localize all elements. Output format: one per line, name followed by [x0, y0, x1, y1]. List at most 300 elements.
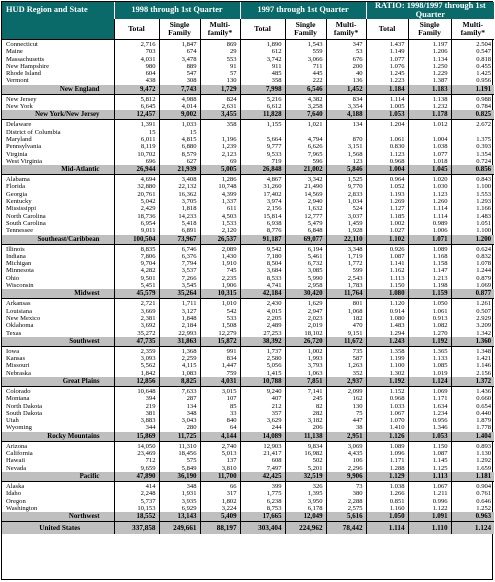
state-value: 596 [312, 157, 323, 165]
state-value: 8,504 [266, 260, 282, 268]
state-value: 2,958 [307, 282, 323, 290]
state-value: 8,835 [140, 245, 156, 253]
state-rows [2, 441, 494, 472]
state-value: 612 [271, 48, 282, 56]
state-value: 2,489 [266, 322, 282, 330]
total-value: 337,858 [114, 522, 159, 535]
state-value: 1,034 [347, 198, 363, 206]
state-value: 1.483 [389, 322, 405, 330]
subtotal-value: 10,788 [240, 377, 285, 387]
state-value: 4,382 [307, 95, 323, 103]
state-value: 21,417 [263, 450, 282, 458]
subtotal-value: 13,143 [159, 512, 200, 522]
state-value: 16,362 [178, 190, 197, 198]
state-value: 9,659 [140, 464, 156, 472]
state-value: 2,740 [221, 442, 237, 450]
state-value: 1.302 [389, 369, 405, 377]
state-value: 1,931 [181, 490, 197, 498]
state-value: 3.209 [476, 322, 492, 330]
state-value: 0.660 [476, 395, 492, 403]
state-value: 3,085 [307, 267, 323, 275]
state-value: 3,974 [266, 198, 282, 206]
state-value: 1.358 [389, 347, 405, 355]
state-value: 0.393 [476, 143, 492, 151]
state-values [159, 244, 200, 289]
state-value: 10,748 [218, 183, 237, 191]
state-value: 2,721 [140, 300, 156, 308]
state-value: 2,940 [307, 198, 323, 206]
state-values [408, 441, 451, 472]
subtotal-value: 1.126 [366, 432, 408, 442]
state-value: 0.968 [389, 157, 405, 165]
state-value: 1.252 [476, 504, 492, 512]
state-value: 1.052 [389, 183, 405, 191]
state-values [366, 175, 408, 235]
subtotal-value: 11,764 [326, 289, 366, 299]
state-value: 326 [312, 482, 323, 490]
state-value: 308 [186, 77, 197, 85]
state-value: 1.006 [432, 227, 448, 235]
state-value: 4,741 [266, 282, 282, 290]
state-value: 0.832 [476, 252, 492, 260]
region-name: Mid-Atlantic [2, 165, 114, 175]
state-value: 0.879 [476, 274, 492, 282]
state-value: 1.634 [432, 402, 448, 410]
state-value: 2.672 [476, 121, 492, 129]
state-value: 0.913 [432, 314, 448, 322]
state-value: 12,279 [218, 329, 237, 337]
state-value: 9,151 [347, 329, 363, 337]
state-value: 1.410 [389, 424, 405, 432]
state-value: 676 [352, 55, 363, 63]
state-value: 712 [145, 457, 156, 465]
state-values [326, 244, 366, 289]
state-value: 1.261 [476, 300, 492, 308]
state-values [408, 94, 451, 110]
state-value: 1.120 [389, 300, 405, 308]
state-value: 3,669 [140, 307, 156, 315]
subtotal-value: 2,937 [326, 377, 366, 387]
state-value [327, 129, 363, 136]
state-rows [2, 120, 494, 165]
subtotal-value: 11,828 [240, 110, 285, 120]
state-value: 1,447 [221, 362, 237, 370]
state-value: 4,014 [181, 103, 197, 111]
state-value: 1.244 [476, 267, 492, 275]
state-values [200, 299, 240, 337]
state-value: 14,233 [178, 212, 197, 220]
subtotal-value: 1.053 [408, 432, 451, 442]
state-value: 1,525 [347, 176, 363, 184]
subtotal-value: 1.404 [451, 432, 494, 442]
state-value: 9,770 [347, 183, 363, 191]
state-value: 130 [352, 402, 363, 410]
state-value: 1.114 [432, 205, 448, 213]
state-value: 317 [226, 490, 237, 498]
state-name: Hawaii [6, 457, 26, 465]
state-value: 3,258 [307, 103, 323, 111]
state-value: 0.914 [389, 307, 405, 315]
state-value: 282 [312, 409, 323, 417]
state-name: California [6, 450, 33, 458]
state-name: New Jersey [6, 95, 37, 103]
state-value: 1,842 [140, 369, 156, 377]
state-value: 16,982 [304, 450, 323, 458]
subtotal-value: 11,700 [200, 472, 240, 482]
state-value: 1.114 [389, 95, 405, 103]
state-value: 0.547 [476, 48, 492, 56]
state-values [408, 40, 451, 85]
state-values [366, 386, 408, 431]
state-values [159, 40, 200, 85]
state-value: 4,282 [140, 267, 156, 275]
permits-table [2, 2, 494, 534]
state-value: 1.077 [389, 55, 405, 63]
state-value: 7,633 [181, 387, 197, 395]
state-name: Maryland [6, 135, 32, 143]
subtotal-value: 8,825 [159, 377, 200, 387]
region-name: Pacific [2, 472, 114, 482]
state-value: 1,459 [347, 219, 363, 227]
subtotal-value: 35,264 [159, 289, 200, 299]
region-subtotal-row [2, 85, 494, 95]
region-subtotal-row [2, 512, 494, 522]
total-value: 249,661 [159, 522, 200, 535]
subtotal-value: 9,472 [114, 85, 159, 95]
subtotal-value: 1.080 [366, 289, 408, 299]
state-values [114, 386, 159, 431]
state-name: Missouri [6, 362, 30, 370]
state-value: 1.294 [389, 329, 405, 337]
subtotal-value: 47,890 [114, 472, 159, 482]
state-value: 3,705 [181, 198, 197, 206]
state-value: 0.761 [476, 490, 492, 498]
state-value: 0.646 [476, 497, 492, 505]
state-name: Alabama [6, 176, 30, 184]
col-header: Single Family [159, 19, 200, 40]
state-value: 1.100 [476, 227, 492, 235]
state-value: 2,156 [266, 205, 282, 213]
total-value: 1.124 [451, 522, 494, 535]
state-value: 1.096 [389, 450, 405, 458]
state-values [240, 346, 285, 377]
state-value: 2,833 [347, 190, 363, 198]
state-value: 1.030 [432, 183, 448, 191]
region-subtotal-row [2, 289, 494, 299]
state-name: Ohio [6, 274, 20, 282]
state-value: 1.082 [432, 322, 448, 330]
state-value: 6,891 [181, 227, 197, 235]
state-values [240, 299, 285, 337]
state-value: 0.843 [476, 176, 492, 184]
total-value: 78,442 [326, 522, 366, 535]
subtotal-value: 26,720 [285, 337, 326, 347]
state-values [159, 94, 200, 110]
state-value: 2.504 [476, 41, 492, 48]
region-name: New York/New Jersey [2, 110, 114, 120]
state-values [366, 120, 408, 165]
state-value: 1.659 [476, 464, 492, 472]
state-value: 38 [355, 424, 363, 432]
state-value: 414 [145, 482, 156, 490]
state-name: Massachusetts [6, 55, 45, 63]
header-row-groups [2, 2, 494, 19]
state-name: South Dakota [6, 409, 43, 417]
state-values [200, 481, 240, 512]
state-value: 1,155 [266, 121, 282, 129]
state-value: 1,632 [307, 205, 323, 213]
state-value: 9,533 [266, 150, 282, 158]
subtotal-value: 7,998 [240, 85, 285, 95]
state-value: 29 [229, 48, 237, 56]
state-value: 12,903 [263, 442, 282, 450]
state-value: 1.346 [432, 424, 448, 432]
state-value: 991 [226, 347, 237, 355]
state-values [114, 94, 159, 110]
region-name: Rocky Mountains [2, 432, 114, 442]
state-value: 1,890 [266, 41, 282, 48]
state-value: 18,102 [304, 329, 323, 337]
state-value: 22,132 [178, 183, 197, 191]
state-value: 599 [352, 267, 363, 275]
state-value: 485 [271, 70, 282, 78]
state-value [367, 129, 405, 136]
state-values [114, 441, 159, 472]
subtotal-value: 11,725 [159, 432, 200, 442]
state-value: 64 [229, 424, 237, 432]
state-value: 1,337 [221, 198, 237, 206]
state-value: 1.483 [476, 212, 492, 220]
state-value: 1.100 [476, 183, 492, 191]
subtotal-value: 1.183 [408, 85, 451, 95]
state-value: 22,993 [178, 329, 197, 337]
region-name: Southwest [2, 337, 114, 347]
state-value: 352 [352, 369, 363, 377]
state-name: Iowa [6, 347, 20, 355]
subtotal-value: 36,190 [159, 472, 200, 482]
state-value: 0.724 [476, 157, 492, 165]
state-values [240, 481, 285, 512]
state-name: Rhode Island [6, 70, 41, 78]
state-value: 2,429 [140, 205, 156, 213]
state-values [114, 481, 159, 512]
state-value: 2,543 [347, 274, 363, 282]
state-value: 1.213 [432, 274, 448, 282]
subtotal-value: 22,110 [326, 235, 366, 245]
state-value: 1.150 [389, 282, 405, 290]
subtotal-value: 7,743 [159, 85, 200, 95]
state-value: 18,456 [178, 450, 197, 458]
subtotal-value: 1.192 [366, 377, 408, 387]
state-value: 6,880 [181, 143, 197, 151]
state-value: 35,272 [137, 329, 156, 337]
state-value: 73 [355, 482, 363, 490]
state-values [408, 346, 451, 377]
state-value: 6,011 [140, 135, 156, 143]
state-value: 6,929 [181, 504, 197, 512]
state-value: 1.033 [389, 402, 405, 410]
state-value [452, 129, 492, 136]
state-value: 575 [186, 457, 197, 465]
subtotal-value: 0.963 [451, 512, 494, 522]
state-value: 0.926 [389, 245, 405, 253]
subtotal-value: 1.102 [366, 235, 408, 245]
state-value: 1,002 [307, 347, 323, 355]
state-value: 1,391 [140, 121, 156, 129]
state-value: 1.067 [389, 409, 405, 417]
state-value: 2,430 [266, 300, 282, 308]
state-name: Arkansas [6, 300, 31, 308]
state-value: 1,068 [347, 307, 363, 315]
total-value: 224,962 [285, 522, 326, 535]
state-value: 6,732 [307, 260, 323, 268]
state-value: 3,408 [181, 176, 197, 184]
state-value: 5,451 [140, 282, 156, 290]
state-name: Wyoming [6, 424, 32, 432]
total-name: United States [2, 522, 114, 535]
state-values [200, 120, 240, 165]
state-values [200, 175, 240, 235]
state-value: 0.893 [476, 442, 492, 450]
state-values [408, 244, 451, 289]
state-values [240, 441, 285, 472]
state-values [366, 40, 408, 85]
state-value: 7,497 [266, 464, 282, 472]
state-value: 1.113 [389, 274, 405, 282]
state-values [326, 175, 366, 235]
state-value: 31,260 [263, 183, 282, 191]
state-value: 1,083 [181, 369, 197, 377]
state-values [240, 40, 285, 85]
state-values [240, 386, 285, 431]
state-values [326, 120, 366, 165]
state-value: 5,479 [307, 219, 323, 227]
state-value: 14,569 [304, 190, 323, 198]
total-value: 1.110 [408, 522, 451, 535]
state-value: 1.199 [389, 355, 405, 363]
region-subtotal-row [2, 165, 494, 175]
state-names [2, 175, 114, 235]
state-value: 287 [186, 395, 197, 403]
subtotal-value: 5,005 [200, 165, 240, 175]
state-values [200, 40, 240, 85]
region-subtotal-row [2, 432, 494, 442]
state-value [241, 129, 282, 136]
state-value: 2,288 [347, 497, 363, 505]
state-value: 82 [315, 402, 323, 410]
col-header: Total [114, 19, 159, 40]
state-value: 20,761 [137, 190, 156, 198]
state-value: 611 [226, 205, 237, 213]
subtotal-value: 45,579 [114, 289, 159, 299]
state-value: 1,629 [307, 300, 323, 308]
state-value: 1.348 [476, 347, 492, 355]
state-value: 1.038 [432, 143, 448, 151]
state-values [200, 346, 240, 377]
state-value: 2,205 [266, 314, 282, 322]
state-value: 9,011 [140, 227, 156, 235]
subtotal-value: 9,906 [326, 472, 366, 482]
state-value: 6,194 [307, 245, 323, 253]
subtotal-value: 12,856 [114, 377, 159, 387]
state-values [326, 441, 366, 472]
state-value: 6,746 [181, 245, 197, 253]
state-value: 1.354 [476, 150, 492, 158]
state-value: 3,151 [347, 143, 363, 151]
state-value: 1.018 [432, 157, 448, 165]
state-value: 1.168 [432, 252, 448, 260]
subtotal-value: 1.124 [408, 377, 451, 387]
state-value: 542 [226, 307, 237, 315]
subtotal-value: 7,640 [285, 110, 326, 120]
state-value: 3,069 [347, 442, 363, 450]
group-header-1998: 1998 through 1st Quarter [114, 2, 240, 19]
state-name: Washington [6, 504, 38, 512]
subtotal-value: 1.159 [408, 289, 451, 299]
state-value: 57 [229, 70, 237, 78]
state-name: South Carolina [6, 219, 46, 227]
state-name: Kentucky [6, 198, 32, 206]
state-value: 1.027 [389, 227, 405, 235]
state-value: 4,988 [181, 95, 197, 103]
state-value: 3,742 [266, 55, 282, 63]
state-value: 5,812 [140, 95, 156, 103]
subtotal-value: 1.004 [366, 165, 408, 175]
state-value: 1.122 [432, 504, 448, 512]
state-value: 1.553 [476, 190, 492, 198]
state-value: 137 [226, 457, 237, 465]
state-value: 23,469 [137, 450, 156, 458]
state-value: 0.624 [476, 245, 492, 253]
state-name: New York [6, 103, 33, 111]
state-value: 801 [352, 300, 363, 308]
state-value: 1,783 [347, 282, 363, 290]
state-value: 3,935 [181, 497, 197, 505]
state-name: West Virginia [6, 157, 43, 165]
state-value: 407 [271, 395, 282, 403]
region-subtotal-row [2, 110, 494, 120]
state-value: 200 [352, 62, 363, 70]
subtotal-value: 3,455 [200, 110, 240, 120]
state-name: Texas [6, 329, 22, 337]
state-value: 5,849 [181, 464, 197, 472]
state-value: 5,201 [307, 464, 323, 472]
subtotal-value: 1.129 [366, 472, 408, 482]
state-value: 759 [226, 369, 237, 377]
state-values [451, 481, 494, 512]
state-values [285, 441, 326, 472]
subtotal-value: 11,672 [326, 337, 366, 347]
state-value: 3,093 [140, 355, 156, 363]
state-value: 502 [312, 457, 323, 465]
state-value: 15 [148, 128, 156, 136]
state-value: 2,947 [307, 307, 323, 315]
state-value: 1.206 [432, 48, 448, 56]
state-names [2, 244, 114, 289]
state-value: 91 [229, 62, 237, 70]
state-value: 10,648 [137, 387, 156, 395]
state-value: 1.193 [389, 190, 405, 198]
state-value: 1,737 [266, 347, 282, 355]
state-value: 1.080 [389, 314, 405, 322]
state-name: Louisiana [6, 307, 33, 315]
state-value: 2,120 [221, 227, 237, 235]
total-value: 1.114 [366, 522, 408, 535]
state-value: 11,310 [178, 442, 197, 450]
state-value: 6,612 [266, 103, 282, 111]
state-value: 0.989 [432, 219, 448, 227]
state-value: 348 [186, 482, 197, 490]
